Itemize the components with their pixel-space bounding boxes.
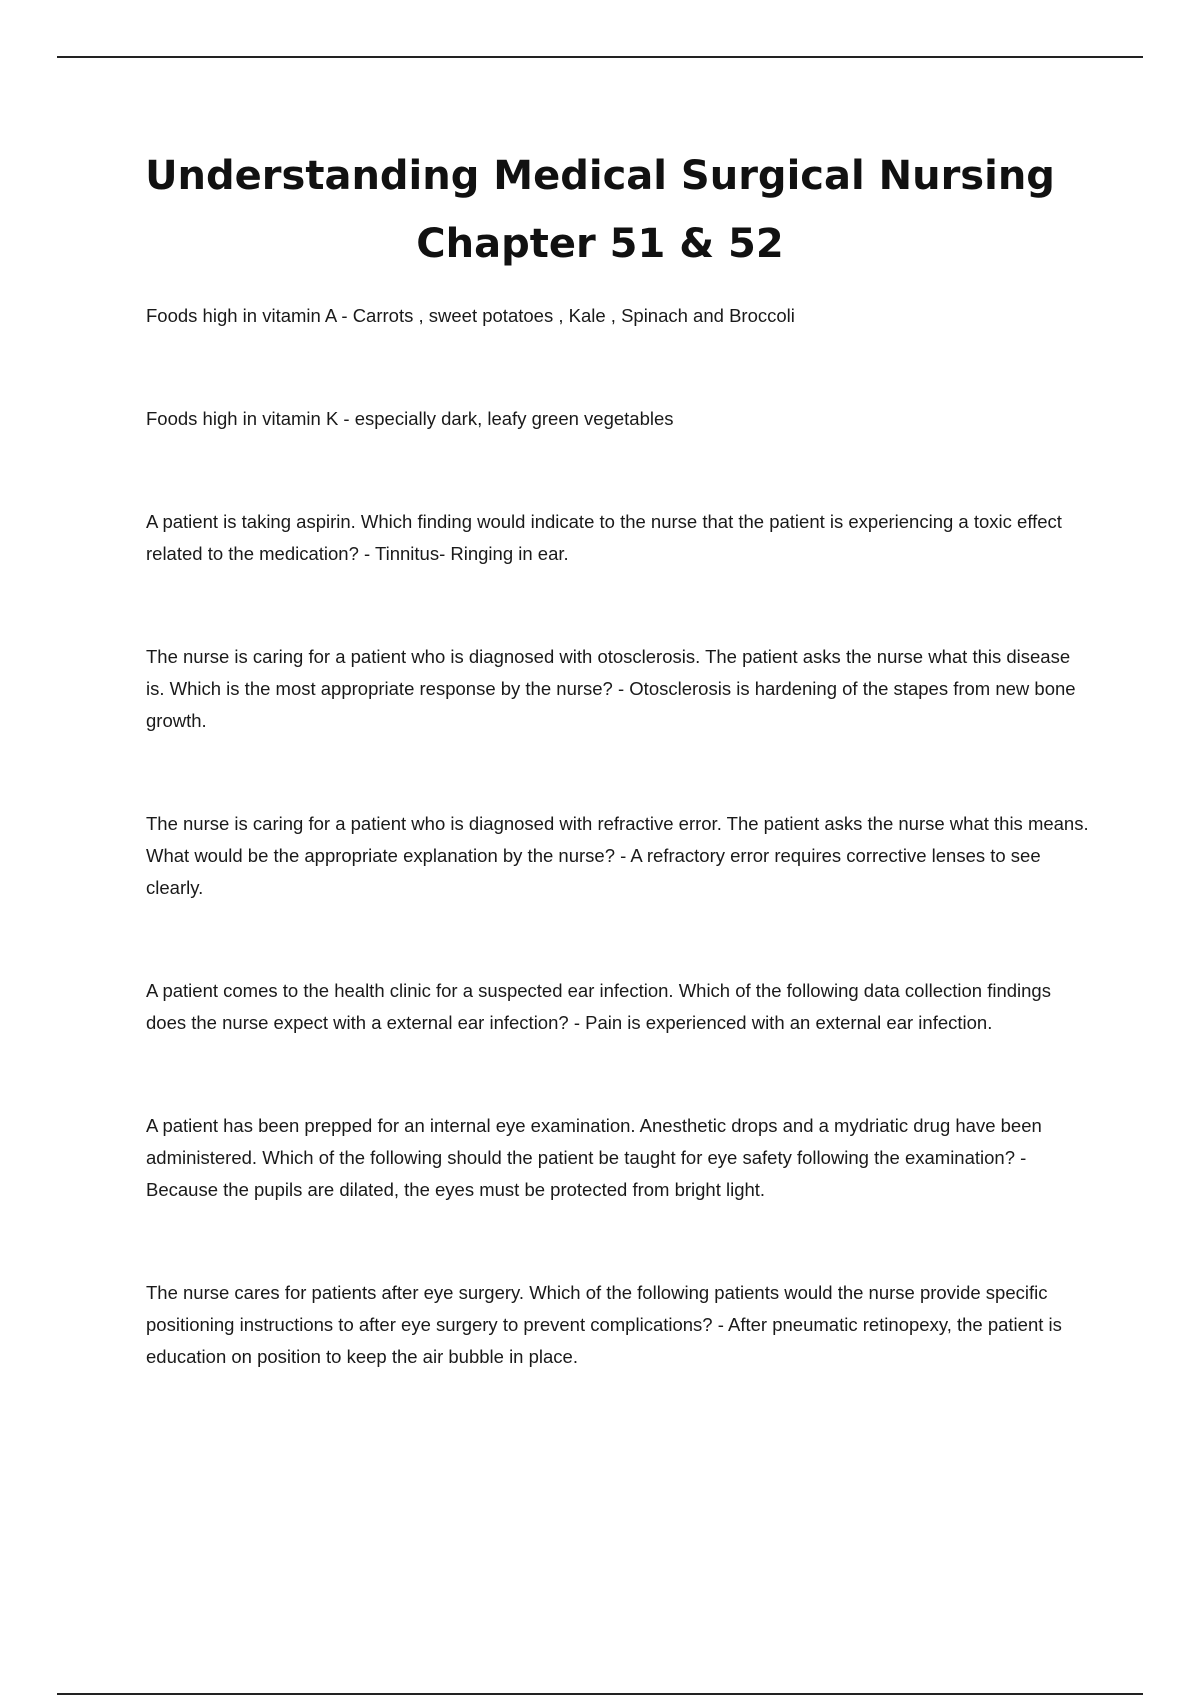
bottom-divider (57, 1693, 1143, 1695)
qa-entry-8: The nurse cares for patients after eye surgery. Which of the following patients would the nurse provide specific positioning instructions to after eye surgery to prevent complications? - After pneumatic retinopexy, the patient is education on position to keep the air bubble in place. (146, 1282, 1062, 1367)
qa-entry-1: Foods high in vitamin A - Carrots , sweet potatoes , Kale , Spinach and Broccoli (146, 305, 795, 326)
qa-entry-3: A patient is taking aspirin. Which finding would indicate to the nurse that the patient is experiencing a toxic effect related to the medication? - Tinnitus- Ringing in ear. (146, 511, 1062, 564)
qa-entry-4: The nurse is caring for a patient who is diagnosed with otosclerosis. The patient asks the nurse what this disease is. Which is the most appropriate response by the nurse? - Otosclerosis is hardening of the stapes from new bone growth. (146, 646, 1076, 731)
qa-entry-6: A patient comes to the health clinic for a suspected ear infection. Which of the following data collection findings does the nurse expect with a external ear infection? - Pain is experienced with an external ear infection. (146, 980, 1051, 1033)
document-title (100, 142, 1100, 278)
title-line-1: Understanding Medical Surgical Nursing (145, 153, 1055, 199)
qa-entry-7: A patient has been prepped for an internal eye examination. Anesthetic drops and a mydriatic drug have been administered. Which of the following should the patient be taught for eye safety following the examination? - Because the pupils are dilated, the eyes must be protected from bright light. (146, 1115, 1042, 1200)
top-divider (57, 56, 1143, 58)
qa-entry-5: The nurse is caring for a patient who is diagnosed with refractive error. The patient asks the nurse what this means. What would be the appropriate explanation by the nurse? - A refractory error requires corrective lenses to see clearly. (146, 813, 1089, 898)
qa-entry-2: Foods high in vitamin K - especially dark, leafy green vegetables (146, 408, 674, 429)
qa-list (146, 300, 1092, 1373)
title-line-2: Chapter 51 & 52 (416, 221, 784, 267)
